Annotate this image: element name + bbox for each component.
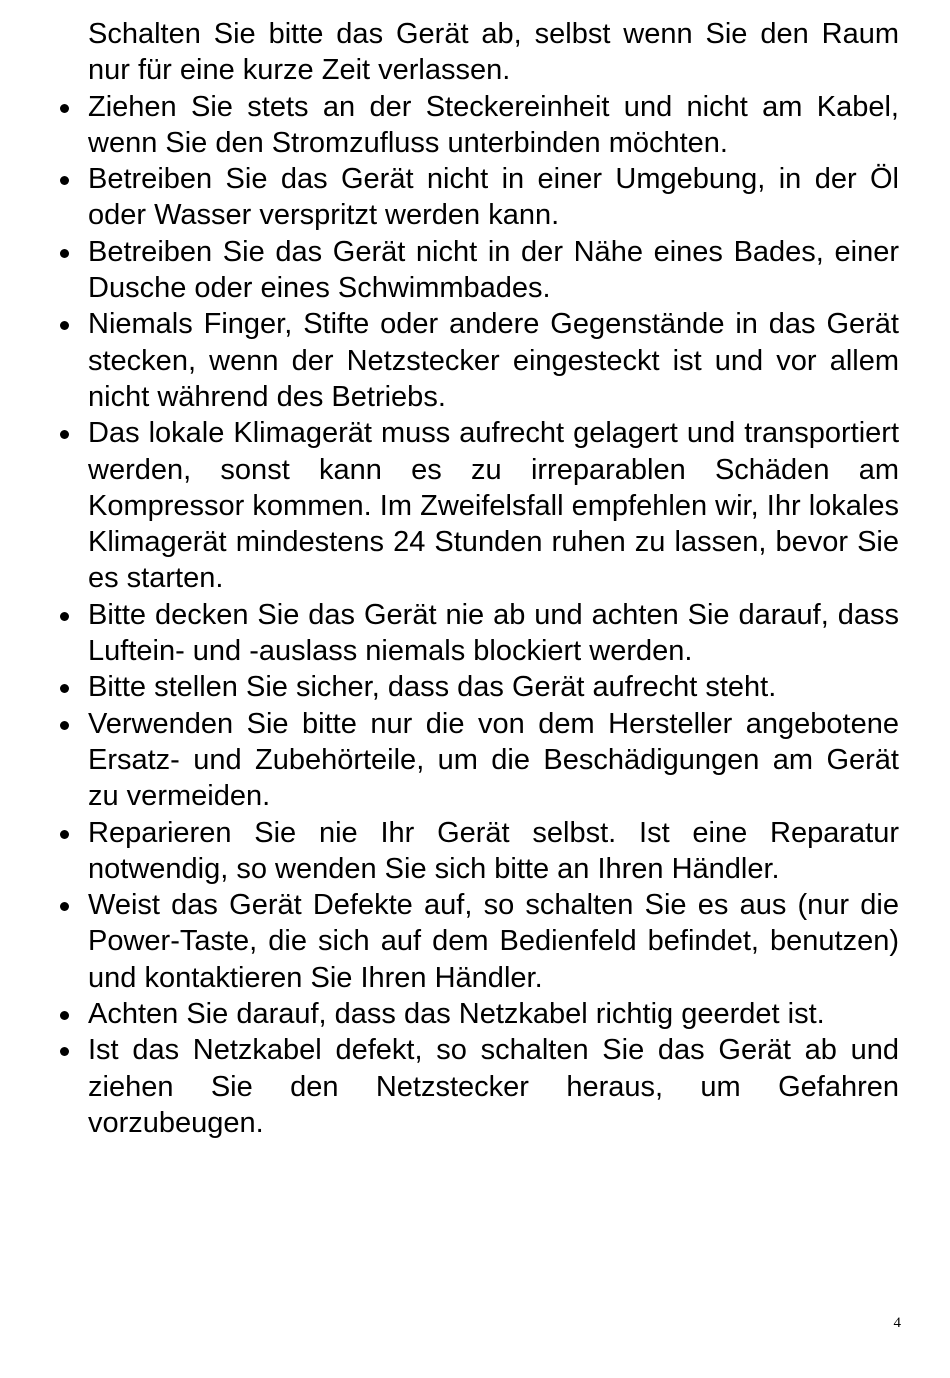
bullet-icon bbox=[60, 1011, 69, 1020]
bullet-icon bbox=[60, 612, 69, 621]
list-item-text: Bitte stellen Sie sicher, dass das Gerät aufrecht steht. bbox=[88, 671, 777, 704]
list-item bbox=[88, 815, 899, 888]
list-item-text: Bitte decken Sie das Gerät nie ab und achten Sie darauf, dass Luftein- und -auslass niemals blockiert werden. bbox=[88, 598, 899, 668]
list-item-text: Ist das Netzkabel defekt, so schalten Sie das Gerät ab und ziehen Sie den Netzstecker heraus, um Gefahren vorzubeugen. bbox=[88, 1034, 899, 1139]
list-item bbox=[88, 89, 899, 162]
document-body bbox=[88, 16, 899, 1141]
bullet-icon bbox=[60, 684, 69, 693]
list-item bbox=[88, 669, 899, 705]
list-item bbox=[88, 597, 899, 670]
bullet-icon bbox=[60, 902, 69, 911]
bullet-icon bbox=[60, 430, 69, 439]
list-item bbox=[88, 1032, 899, 1141]
list-item bbox=[88, 306, 899, 415]
list-item-text: Verwenden Sie bitte nur die von dem Hersteller angebotene Ersatz- und Zubehörteile, um die Beschädigungen am Gerät zu vermeiden. bbox=[88, 707, 899, 813]
bullet-icon bbox=[60, 1047, 69, 1056]
list-item bbox=[88, 706, 899, 815]
list-item-text: Weist das Gerät Defekte auf, so schalten Sie es aus (nur die Power-Taste, die sich auf dem Bedienfeld befindet, benutzen) und kontaktieren Sie Ihren Händler. bbox=[88, 889, 899, 994]
list-item-text: Ziehen Sie stets an der Steckereinheit und nicht am Kabel, wenn Sie den Stromzufluss unterbinden möchten. bbox=[88, 90, 899, 159]
bullet-icon bbox=[60, 830, 69, 839]
list-item-text: Niemals Finger, Stifte oder andere Gegenstände in das Gerät stecken, wenn der Netzstecker eingesteckt ist und vor allem nicht während des Betriebs. bbox=[88, 308, 899, 413]
list-item-text: Betreiben Sie das Gerät nicht in einer Umgebung, in der Öl oder Wasser verspritzt werden kann. bbox=[88, 163, 899, 232]
list-item bbox=[88, 415, 899, 596]
list-item bbox=[88, 887, 899, 996]
bullet-icon bbox=[60, 176, 69, 185]
bullet-icon bbox=[60, 104, 69, 113]
list-item-text: Reparieren Sie nie Ihr Gerät selbst. Ist eine Reparatur notwendig, so wenden Sie sich bitte an Ihren Händler. bbox=[88, 816, 899, 885]
list-item-text: Achten Sie darauf, dass das Netzkabel richtig geerdet ist. bbox=[88, 998, 825, 1031]
safety-bullet-list bbox=[88, 89, 899, 1142]
list-item-text: Betreiben Sie das Gerät nicht in der Nähe eines Bades, einer Dusche oder eines Schwimmbades. bbox=[88, 235, 899, 305]
list-item bbox=[88, 234, 899, 307]
bullet-icon bbox=[60, 249, 69, 258]
bullet-icon bbox=[60, 721, 69, 730]
list-item bbox=[88, 161, 899, 234]
list-item-text: Das lokale Klimagerät muss aufrecht gelagert und transportiert werden, sonst kann es zu irreparablen Schäden am Kompressor kommen. Im Zweifelsfall empfehlen wir, Ihr lokales Klimagerät mindestens 24 Stunden ruhen zu lassen, bevor Sie es starten. bbox=[88, 417, 899, 595]
bullet-icon bbox=[60, 321, 69, 330]
intro-paragraph: Schalten Sie bitte das Gerät ab, selbst wenn Sie den Raum nur für eine kurze Zeit verlassen. bbox=[88, 18, 899, 87]
page-number: 4 bbox=[893, 1315, 901, 1331]
list-item bbox=[88, 996, 899, 1032]
